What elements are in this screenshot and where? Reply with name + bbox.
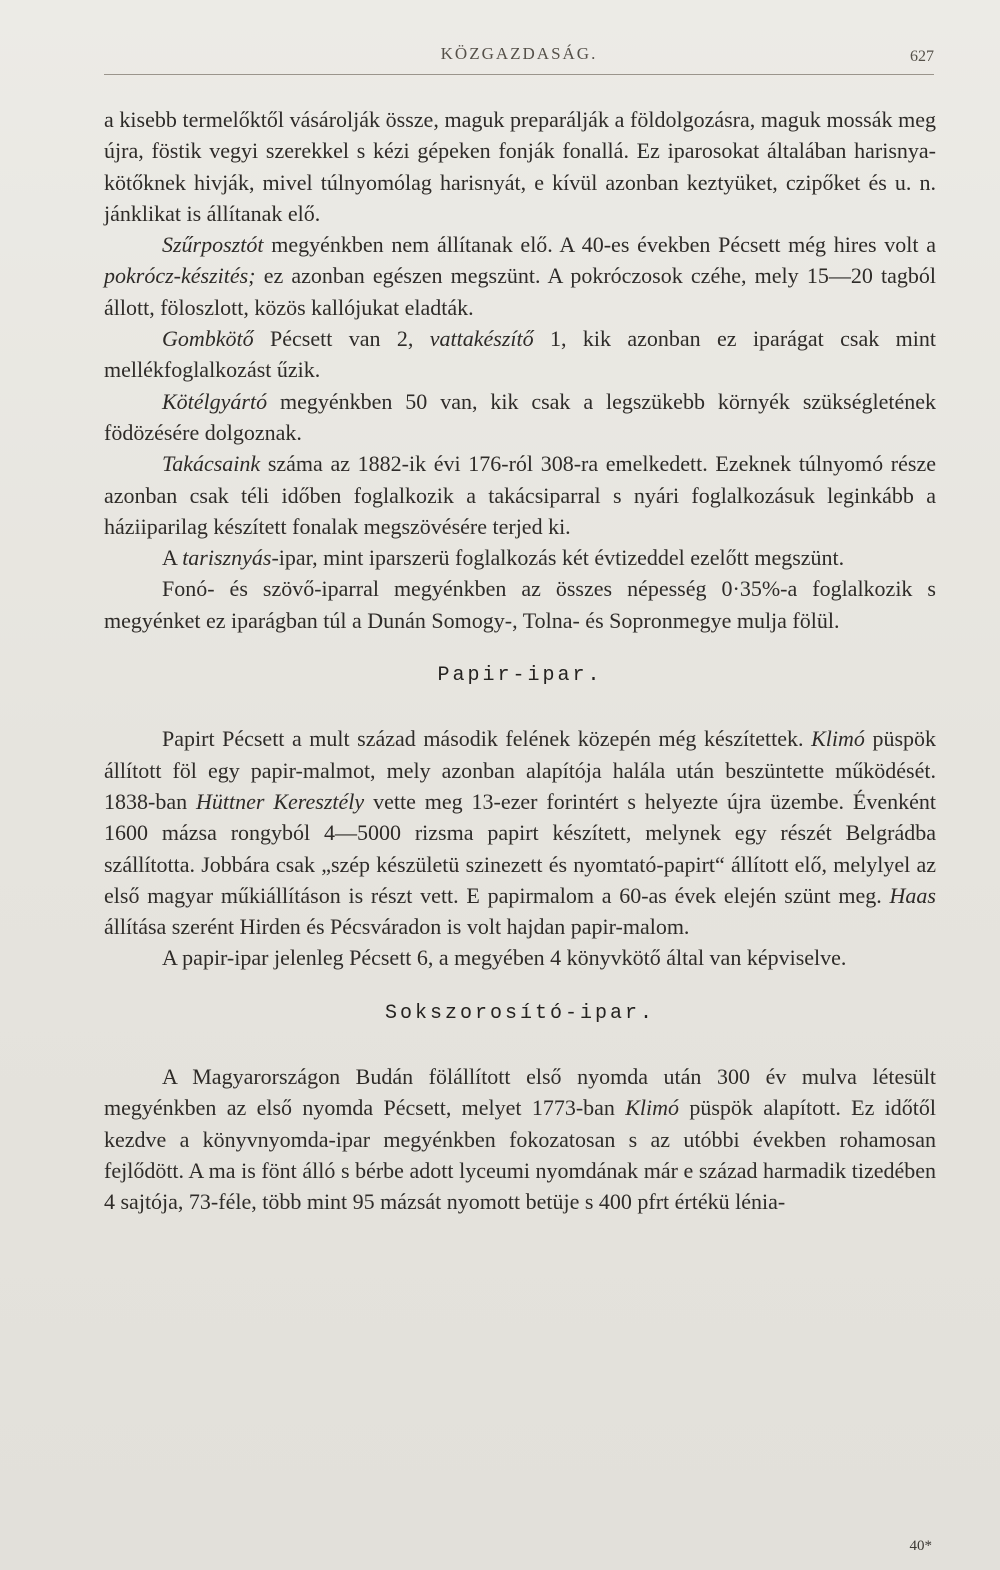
section-heading-papir-ipar: Papir-ipar. (437, 664, 603, 688)
page-header (104, 44, 934, 74)
page-number: 627 (910, 48, 934, 65)
signature-mark: 40* (909, 1538, 932, 1554)
paragraph-nyomda: A Magyarországon Budán fölállított első nyomda után 300 év mulva létesült megyénkben az első nyomda Pécsett, melyet 1773-ban Klimó püspök alapított. Ez időtől kezdve a könyvnyomda-ipar megyénkben fokozatosan s az utóbbi években rohamosan fejlődött. A ma is fönt álló s bérbe adott lyceumi nyomdának már e század harmadik tizedében 4 sajtója, 73-féle, több mint 95 mázsát nyomott betüje s 400 pfrt értékü lénia- (104, 1064, 936, 1215)
paragraph-papir-current: A papir-ipar jelenleg Pécsett 6, a megyében 4 könyvkötő által van képviselve. (162, 945, 847, 971)
paragraph-tarisznyas: A tarisznyás-ipar, mint iparszerü foglalkozás két évtizeddel ezelőtt megszünt. (162, 545, 845, 571)
paragraph-szurposzto: Szűrposztót megyénkben nem állítanak elő. A 40-es években Pécsett még hires volt a pokrócz-készités; ez azonban egészen megszünt. A pokróczosok czéhe, mely 15—20 tagból állott, föloszlott, közös kallójukat eladták. (104, 232, 936, 320)
header-rule (104, 74, 934, 75)
running-head: KÖZGAZDASÁG. (440, 44, 598, 63)
paragraph-takacsok: Takácsaink száma az 1882-ik évi 176-ról 308-ra emelkedett. Ezeknek túlnyomó része azonban csak téli időben foglalkozik a takácsiparral s nyári foglalkozásuk leginkább a háziiparilag készített fonalak megszövésére terjed ki. (104, 451, 936, 539)
paragraph-kotelgyarto: Kötélgyártó megyénkben 50 van, kik csak a legszükebb környék szükségletének födözésére dolgoznak. (104, 388, 936, 445)
paragraph-fono-szovo: Fonó- és szövő-iparral megyénkben az összes népesség 0·35%-a foglalkozik s megyénket ez iparágban túl a Dunán Somogy-, Tolna- és Sopronmegye mulja fölül. (104, 576, 936, 633)
paragraph-knitters: a kisebb termelőktől vásárolják össze, maguk preparálják a földolgozásra, maguk mossák meg újra, föstik vegyi szerekkel s kézi gépeken fonják fonallá. Ez iparosokat általában harisnya-kötőknek hivják, mivel túlnyomólag harisnyát, e kívül azonban keztyüket, czipőket és u. n. jánklikat is állítanak elő. (104, 107, 936, 226)
paragraph-papir-history: Papirt Pécsett a mult század második felének közepén még készítettek. Klimó püspök állított föl egy papir-malmot, mely azonban alapítója halála után beszüntette működését. 1838-ban Hüttner Keresztély vette meg 13-ezer forintért s helyezte újra üzembe. Évenként 1600 mázsa rongyból 4—5000 rizsma papirt készített, melynek egy részét Belgrádba szállította. Jobbára csak „szép készületü szinezett és nyomtató-papirt“ állított elő, melylyel az első magyar műkiállításon is részt vett. E papirmalom a 60-as évek elején szünt meg. Haas állítása szerént Hirden és Pécsváradon is volt hajdan papir-malom. (104, 726, 936, 940)
paragraph-gombkoto: Gombkötő Pécsett van 2, vattakészítő 1, kik azonban ez iparágat csak mint mellékfoglalkozást űzik. (104, 326, 936, 383)
body-text (104, 104, 936, 1218)
section-heading-sokszorosito-ipar: Sokszorosító-ipar. (384, 1001, 656, 1025)
